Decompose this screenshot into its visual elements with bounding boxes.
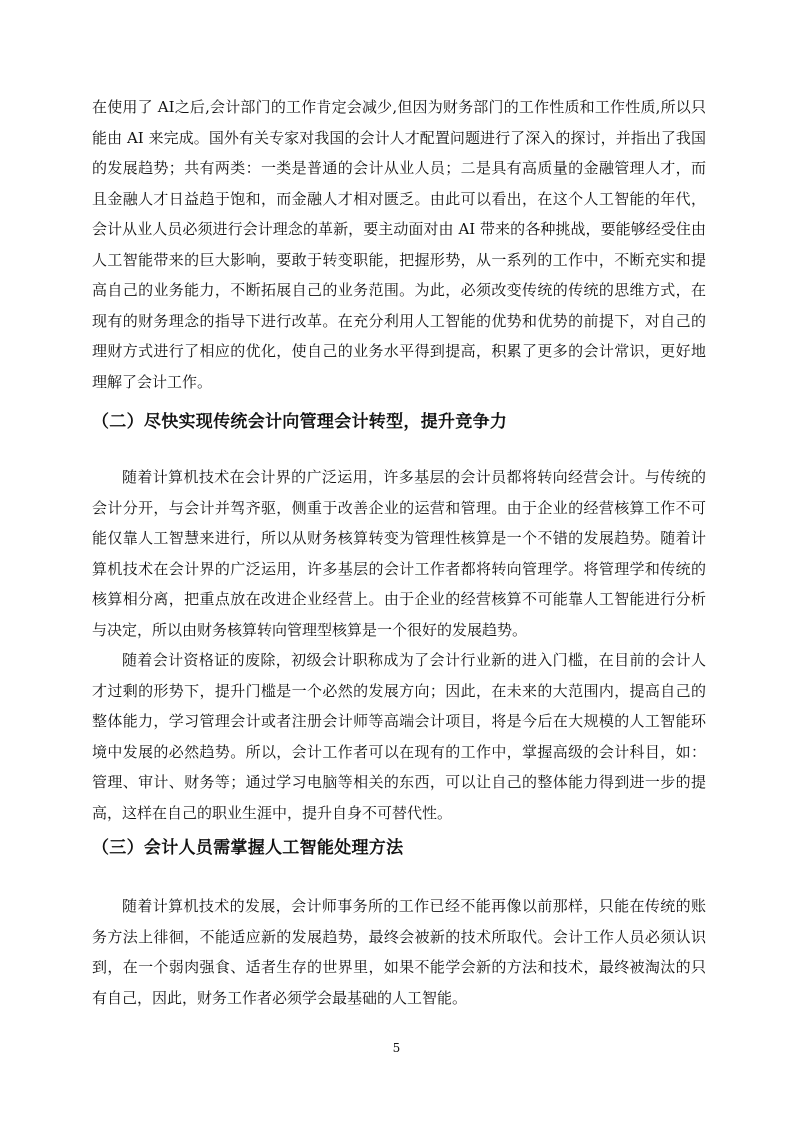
body-paragraph-qualification-threshold: 随着会计资格证的废除，初级会计职称成为了会计行业新的进入门槛，在目前的会计人才过剩的形势下，提升门槛是一个必然的发展方向；因此，在未来的大范围内，提高自己的整体能力，学习管理会计或者注册会计师等高端会计项目，将是今后在大规模的人工智能环境中发展的必然趋势。所以，会计工作者可以在现有的工作中，掌握高级的会计科目，如：管理、审计、财务等；通过学习电脑等相关的东西，可以让自己的整体能力得到进一步的提高，这样在自己的职业生涯中，提升自身不可替代性。 (92, 651, 706, 822)
section-heading-ai-methods: （三）会计人员需掌握人工智能处理方法 (92, 838, 404, 858)
body-paragraph-ai-accounting-change: 在使用了 AI之后,会计部门的工作肯定会减少,但因为财务部门的工作性质和工作性质,所以只能由 AI 来完成。国外有关专家对我国的会计人才配置问题进行了深入的探讨，并指出了我国的发展趋势；共有两类：一类是普通的会计从业人员；二是具有高质量的金融管理人才，而且金融人才日益趋于饱和，而金融人才相对匮乏。由此可以看出，在这个人工智能的年代，会计从业人员必须进行会计理念的革新，要主动面对由 AI 带来的各种挑战，要能够经受住由人工智能带来的巨大影响，要敢于转变职能，把握形势，从一系列的工作中，不断充实和提高自己的业务能力，不断拓展自己的业务范围。为此，必须改变传统的传统的思维方式，在现有的财务理念的指导下进行改革。在充分利用人工智能的优势和优势的前提下，对自己的理财方式进行了相应的优化，使自己的业务水平得到提高，积累了更多的会计常识，更好地理解了会计工作。 (92, 98, 706, 391)
body-paragraph-management-accounting-shift: 随着计算机技术在会计界的广泛运用，许多基层的会计员都将转向经营会计。与传统的会计分开，与会计并驾齐驱，侧重于改善企业的运营和管理。由于企业的经营核算工作不可能仅靠人工智慧来进行，所以从财务核算转变为管理性核算是一个不错的发展趋势。随着计算机技术在会计界的广泛运用，许多基层的会计工作者都将转向管理学。将管理学和传统的核算相分离，把重点放在改进企业经营上。由于企业的经营核算不可能靠人工智能进行分析与决定，所以由财务核算转向管理型核算是一个很好的发展趋势。 (92, 468, 706, 639)
page-number: 5 (392, 1041, 401, 1055)
section-heading-management-accounting: （二）尽快实现传统会计向管理会计转型，提升竞争力 (92, 412, 508, 432)
body-paragraph-learn-ai: 随着计算机技术的发展，会计师事务所的工作已经不能再像以前那样，只能在传统的账务方法上徘徊，不能适应新的发展趋势，最终会被新的技术所取代。会计工作人员必须认识到，在一个弱肉强食、适者生存的世界里，如果不能学会新的方法和技术，最终被淘汰的只有自己，因此，财务工作者必须学会最基础的人工智能。 (92, 897, 706, 1007)
